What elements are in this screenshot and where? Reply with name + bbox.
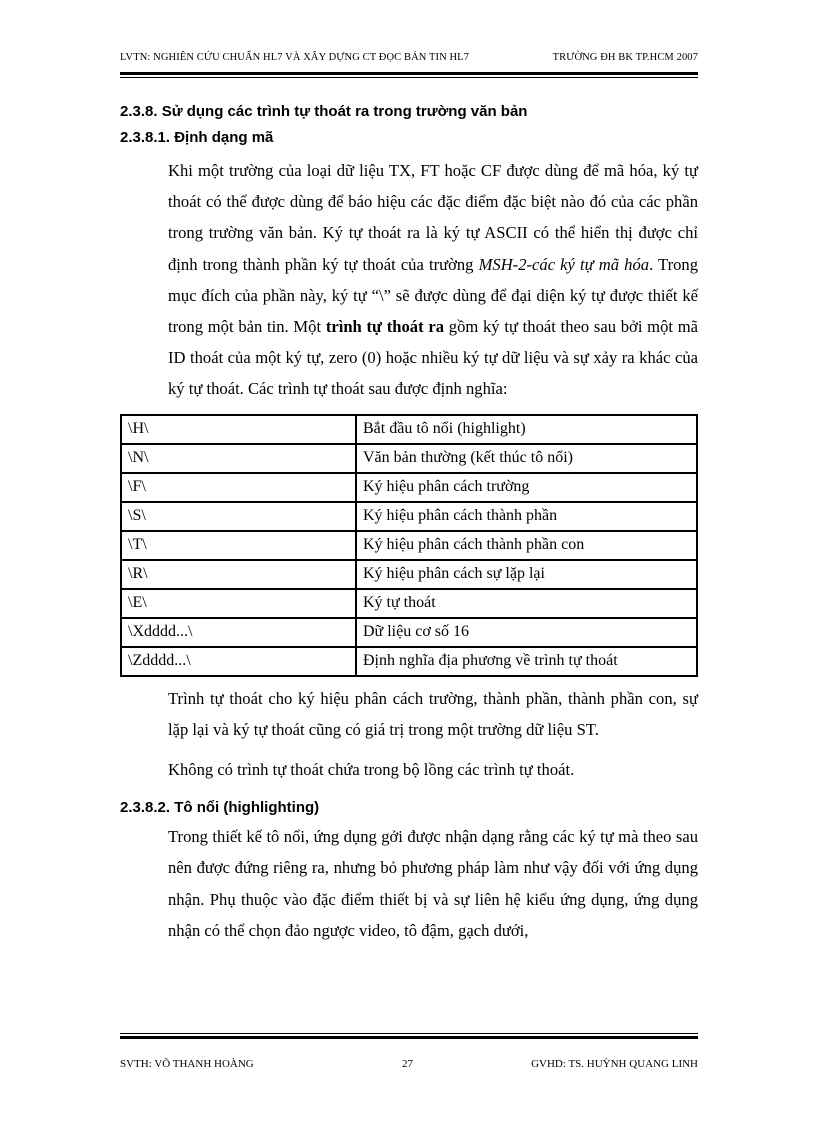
escape-meaning: Ký hiệu phân cách thành phần [356,502,697,531]
section-title: 2.3.8. Sử dụng các trình tự thoát ra trong trường văn bản [120,103,528,120]
escape-code: \R\ [121,560,356,589]
table-row [121,531,697,560]
page-content [120,101,698,946]
table-row [121,560,697,589]
header-thesis-title: LVTN: NGHIÊN CỨU CHUẨN HL7 VÀ XÂY DỰNG CT ĐỌC BẢN TIN HL7 [120,52,470,63]
escape-meaning: Định nghĩa địa phương về trình tự thoát [356,647,697,676]
paragraph-intro [168,155,698,405]
header-rule-thick [120,72,698,75]
escape-code: \H\ [121,415,356,444]
para1-text-3: gồm ký tự thoát theo sau bởi một mã ID thoát của một ký tự, zero (0) hoặc nhiều ký tự dữ liệu và sự xảy ra khác của ký tự thoát. Các trình tự thoát sau được định nghĩa: [168,317,699,399]
paragraph-nesting-note: Không có trình tự thoát chứa trong bộ lồng các trình tự thoát. [168,760,575,780]
footer-advisor: GVHD: TS. HUỲNH QUANG LINH [531,1058,698,1070]
escape-meaning: Ký hiệu phân cách sự lặp lại [356,560,697,589]
escape-meaning: Bắt đầu tô nổi (highlight) [356,415,697,444]
escape-code: \N\ [121,444,356,473]
paragraph-highlighting: Trong thiết kế tô nổi, ứng dụng gởi được nhận dạng rằng các ký tự mà theo sau nên được đứng riêng ra, nhưng bỏ phương pháp làm như vậy đối với ứng dụng nhận. Phụ thuộc vào đặc điểm thiết bị và sự liên hệ kiểu ứng dụng, ứng dụng nhận có thể chọn đảo ngược video, tô đậm, gạch dưới, [168,827,698,940]
table-row [121,473,697,502]
table-row [121,647,697,676]
para1-text-1: Khi một trường của loại dữ liệu TX, FT hoặc CF được dùng để mã hóa, ký tự thoát có thể được dùng để báo hiệu các đặc điểm đặc biệt nào đó của các phần trong trường văn bản. Ký tự thoát ra là ký tự ASCII có thể hiển thị được chỉ định trong thành phần ký tự thoát của trường [168,161,698,274]
para1-italic-ref: MSH-2-các ký tự mã hóa [478,254,650,274]
subsection-title-encoding: 2.3.8.1. Định dạng mã [120,129,274,146]
escape-code: \T\ [121,531,356,560]
escape-meaning: Ký hiệu phân cách trường [356,473,697,502]
table-row [121,444,697,473]
header-university: TRƯỜNG ĐH BK TP.HCM 2007 [552,52,698,63]
escape-code: \Xdddd...\ [121,618,356,647]
paragraph-st-note: Trình tự thoát cho ký hiệu phân cách trường, thành phần, thành phần con, sự lặp lại và ký tự thoát cũng có giá trị trong một trường dữ liệu ST. [168,688,698,739]
escape-meaning: Văn bản thường (kết thúc tô nổi) [356,444,697,473]
escape-code: \E\ [121,589,356,618]
page-number: 27 [402,1058,413,1070]
para1-text-2: . Trong mục đích của phần này, ký tự “\” sẽ được dùng để đại diện ký tự được thiết kế trong một bản tin. Một [168,254,699,337]
para1-bold-term: trình tự thoát ra [325,317,445,337]
table-row [121,618,697,647]
escape-code: \Zdddd...\ [121,647,356,676]
escape-meaning: Ký hiệu phân cách thành phần con [356,531,697,560]
footer-student: SVTH: VÕ THANH HOÀNG [120,1058,254,1070]
escape-sequence-table [120,414,698,677]
table-row [121,589,697,618]
table-row [121,415,697,444]
subsection-title-highlighting: 2.3.8.2. Tô nổi (highlighting) [120,799,320,817]
header-rule-thin [120,77,698,78]
escape-meaning: Dữ liệu cơ số 16 [356,618,697,647]
escape-meaning: Ký tự thoát [356,589,697,618]
footer-rule-thin [120,1033,698,1034]
escape-code: \S\ [121,502,356,531]
table-row [121,502,697,531]
escape-code: \F\ [121,473,356,502]
footer-rule-thick [120,1036,698,1039]
